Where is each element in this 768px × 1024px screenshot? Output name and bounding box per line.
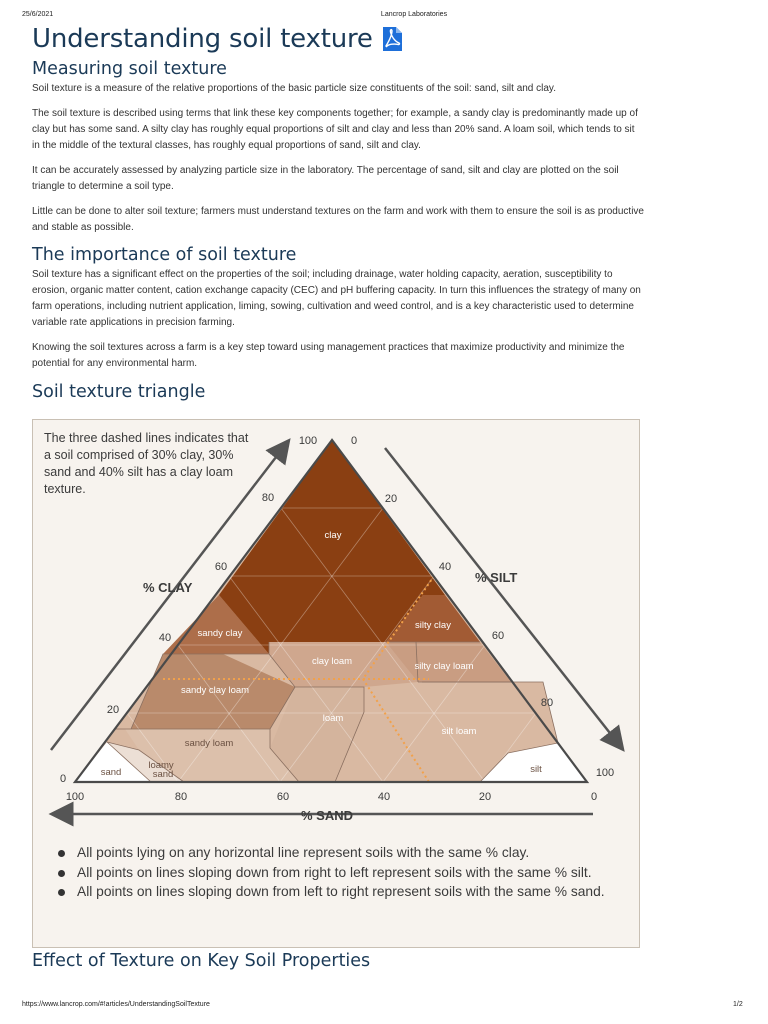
bullet-text: All points lying on any horizontal line represent soils with the same % clay. xyxy=(77,845,530,860)
soil-texture-triangle-figure xyxy=(32,419,640,948)
label-silt-loam: silt loam xyxy=(441,726,477,737)
label-silty-clay: silty clay xyxy=(415,620,451,631)
pdf-icon[interactable] xyxy=(381,26,403,52)
print-page-number: 1/2 xyxy=(733,1001,743,1008)
list-item xyxy=(55,844,625,863)
page-title-text: Understanding soil texture xyxy=(32,24,373,54)
paragraph: The soil texture is described using terms that link these key components together; for example, a sandy clay is predominantly made up of clay but has some sand. A silty clay has roughly equal proportions of silt and clay and less than 20% sand. A loam soil, which tends to sit in the middle of the textural classes, has roughly equal proportions of sand, silt and clay. xyxy=(32,108,638,151)
list-item xyxy=(55,883,625,902)
clay-tick: 20 xyxy=(106,704,120,716)
label-sandy-loam: sandy loam xyxy=(184,738,234,749)
silt-tick: 80 xyxy=(540,697,554,709)
label-sand: sand xyxy=(100,767,122,778)
label-silt: silt xyxy=(530,764,542,775)
heading-triangle: Soil texture triangle xyxy=(32,382,206,402)
page-title xyxy=(32,24,644,54)
clay-tick: 0 xyxy=(59,773,67,785)
label-sandy-clay-loam: sandy clay loam xyxy=(180,685,250,696)
list-item xyxy=(55,864,625,883)
label-sandy-clay: sandy clay xyxy=(197,628,243,639)
print-site-title: Lancrop Laboratories xyxy=(380,11,448,18)
paragraph: Knowing the soil textures across a farm is a key step toward using management practices that maximize productivity and minimize the potential for any environmental harm. xyxy=(32,342,625,369)
bullet-text: All points on lines sloping down from right to left represent soils with the same % silt. xyxy=(77,864,592,880)
clay-tick: 60 xyxy=(214,561,228,573)
print-date: 25/6/2021 xyxy=(22,11,54,18)
figure-note: The three dashed lines indicates that a soil comprised of 30% clay, 30% sand and 40% silt has a clay loam texture. xyxy=(44,431,249,496)
silt-tick: 40 xyxy=(438,561,452,573)
label-loamy-sand-line2: sand xyxy=(152,769,174,780)
paragraph: Soil texture has a significant effect on the properties of the soil; including drainage, water holding capacity, aeration, susceptibility to erosion, organic matter content, cation exchange capacity (CEC) and pH buffering capacity. In turn this influences the strategy of many on farm operations, including nutrient application, liming, sowing, cultivation and weed control, and is a key characteristic used to determine variable rate applications in precision farming. xyxy=(32,269,641,328)
heading-effect-of-texture: Effect of Texture on Key Soil Properties xyxy=(32,951,371,971)
heading-measuring: Measuring soil texture xyxy=(32,59,227,79)
clay-tick: 40 xyxy=(158,632,172,644)
label-loamy-sand-line1: loamy xyxy=(148,760,174,771)
silt-tick: 20 xyxy=(384,493,398,505)
sand-tick: 20 xyxy=(478,791,492,803)
silt-tick: 0 xyxy=(350,435,358,447)
bullet-dot xyxy=(58,850,65,857)
label-clay: clay xyxy=(324,530,342,541)
figure-bullet-list xyxy=(55,844,625,903)
sand-axis-title: % SAND xyxy=(301,808,354,823)
bullet-dot xyxy=(58,870,65,877)
silt-tick: 60 xyxy=(491,630,505,642)
sand-tick: 60 xyxy=(276,791,290,803)
paragraph: Little can be done to alter soil texture; farmers must understand textures on the farm and work with them to ensure the soil is as productive and stable as possible. xyxy=(32,206,644,233)
label-silty-clay-loam: silty clay loam xyxy=(414,661,474,672)
label-loam: loam xyxy=(322,713,344,724)
silt-axis-title: % SILT xyxy=(475,570,518,585)
article xyxy=(32,24,644,402)
sand-tick: 80 xyxy=(174,791,188,803)
heading-importance: The importance of soil texture xyxy=(32,245,297,265)
sand-tick: 0 xyxy=(590,791,598,803)
clay-tick: 100 xyxy=(298,435,318,447)
sand-tick: 40 xyxy=(377,791,391,803)
print-url: https://www.lancrop.com/#!articles/UnderstandingSoilTexture xyxy=(22,1001,210,1008)
clay-axis-title: % CLAY xyxy=(143,580,193,595)
label-clay-loam: clay loam xyxy=(311,656,353,667)
paragraph: Soil texture is a measure of the relative proportions of the basic particle size constituents of the soil: sand, silt and clay. xyxy=(32,83,556,94)
sand-tick: 100 xyxy=(65,791,85,803)
silt-tick: 100 xyxy=(595,767,615,779)
paragraph: It can be accurately assessed by analyzing particle size in the laboratory. The percentage of sand, silt and clay are plotted on the soil triangle to determine a soil type. xyxy=(32,165,619,192)
bullet-text: All points on lines sloping down from left to right represent soils with the same % sand. xyxy=(77,884,605,899)
clay-tick: 80 xyxy=(261,492,275,504)
bullet-dot xyxy=(58,889,65,896)
